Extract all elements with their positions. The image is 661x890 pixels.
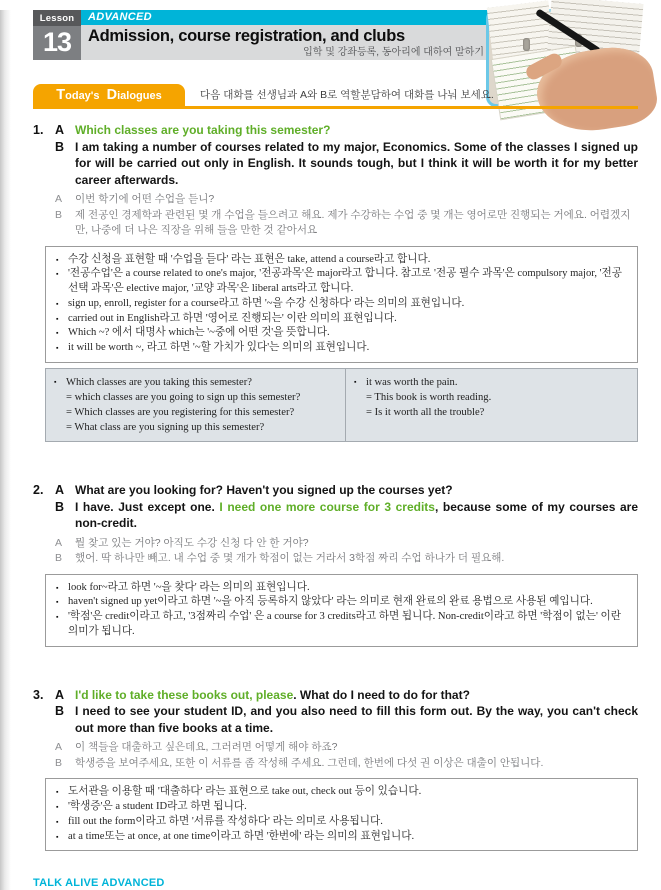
dialogue-block bbox=[33, 482, 638, 647]
bullet-icon: ▪ bbox=[56, 613, 59, 622]
note-text: 수강 신청을 표현할 때 '수업을 듣다' 라는 표현은 take, attend a course라고 합니다. bbox=[68, 253, 431, 265]
example-text: Which classes are you taking this semester? bbox=[66, 377, 252, 389]
header-title-bars bbox=[81, 10, 490, 60]
dialogue-text bbox=[75, 122, 638, 139]
example-text: = which classes are you going to sign up this semester? bbox=[66, 392, 301, 404]
dialogue-line bbox=[33, 536, 638, 552]
dialogue-line bbox=[33, 756, 638, 772]
bullet-icon: ▪ bbox=[56, 314, 59, 323]
note-text: fill out the form이라고 하면 '서류를 작성하다' 라는 의미로 사용됩니다. bbox=[68, 815, 383, 827]
dialogue-line bbox=[33, 703, 638, 736]
bullet-icon: ▪ bbox=[56, 299, 59, 308]
note-text: Which ~? 에서 대명사 which는 '~중에 어떤 것'을 뜻합니다. bbox=[68, 327, 330, 339]
lesson-badge bbox=[33, 10, 81, 60]
note-item bbox=[56, 610, 627, 640]
page-subtitle-korean: 입학 및 강좌등록, 동아리에 대하여 말하기 bbox=[303, 47, 484, 58]
badge-word: Dialogues bbox=[106, 87, 162, 103]
note-item bbox=[56, 267, 627, 297]
note-text: look for~라고 하면 '~을 찾다' 라는 의미의 표현입니다. bbox=[68, 581, 310, 593]
dialogue-text-segment: I have. Just except one. bbox=[75, 499, 220, 514]
dialogue-line bbox=[33, 740, 638, 756]
dialogue-text-segment: 학생증을 보여주세요, 또한 이 서류를 좀 작성해 주세요. 그런데, 한번에 다섯 권 이상은 대출이 안됩니다. bbox=[75, 756, 544, 769]
bullet-icon: ▪ bbox=[56, 817, 59, 826]
example-line bbox=[354, 405, 629, 420]
bullet-icon: ▪ bbox=[56, 255, 59, 264]
speaker-label: A bbox=[55, 483, 65, 498]
lesson-number: 13 bbox=[33, 26, 81, 60]
binder-ring bbox=[523, 38, 530, 51]
notes-box bbox=[45, 778, 638, 851]
note-item bbox=[56, 297, 627, 312]
dialogue-text-segment: 제 전공인 경제학과 관련된 몇 개 수업을 들으려고 해요. 제가 수강하는 수업 중 몇 개는 영어로만 진행되는 거에요. 어렵겠지만, 나중에 더 나은 직장을 위해 들을 만한 것 같아서요 bbox=[75, 208, 631, 236]
speaker-label: B bbox=[55, 208, 63, 221]
note-item bbox=[56, 595, 627, 610]
speaker-label: A bbox=[55, 536, 63, 549]
speaker-label: A bbox=[55, 123, 65, 137]
dialogue-number: 2. bbox=[33, 483, 44, 498]
bullet-icon: ▪ bbox=[56, 329, 59, 338]
example-table bbox=[45, 368, 638, 442]
lesson-header bbox=[33, 10, 638, 62]
example-text: = What class are you signing up this semester? bbox=[66, 422, 265, 434]
note-text: '학생증'은 a student ID라고 하면 됩니다. bbox=[68, 801, 247, 813]
title-bar bbox=[81, 25, 490, 60]
dialogue-text-segment: I am taking a number of courses related to my major, Economics. Some of the classes I signed up for will be carried out only in English. It sounds tough, but I think it will be worth it for my better career afterwards. bbox=[75, 139, 638, 187]
dialogue-text-segment: . What do I need to do for that? bbox=[293, 687, 470, 702]
header-bars-group bbox=[33, 10, 490, 60]
bullet-icon: ▪ bbox=[54, 378, 57, 387]
example-line bbox=[54, 375, 337, 390]
note-item bbox=[56, 341, 627, 356]
example-line bbox=[354, 375, 629, 390]
speaker-label: B bbox=[55, 139, 65, 154]
dialogue-number: 3. bbox=[33, 687, 44, 702]
today-dialogues-row bbox=[33, 84, 638, 109]
example-line bbox=[354, 390, 629, 405]
note-text: it will be worth ~, 라고 하면 '~할 가치가 있다'는 의미의 표현입니다. bbox=[68, 342, 370, 354]
dialogue-text-segment: What are you looking for? Haven't you signed up the courses yet? bbox=[75, 483, 453, 498]
dialogue-text-segment: Which classes are you taking this semester? bbox=[75, 123, 331, 137]
dialogue-line bbox=[33, 499, 638, 532]
dialogue-text-segment: I'd like to take these books out, please bbox=[75, 687, 294, 702]
speaker-label: A bbox=[55, 193, 63, 205]
book-title-footer: TALK ALIVE ADVANCED bbox=[33, 877, 165, 890]
dialogue-line bbox=[33, 208, 638, 239]
dialogue-line bbox=[33, 139, 638, 189]
speaker-label: A bbox=[55, 741, 63, 754]
note-text: 도서관을 이용할 때 '대출하다' 라는 표현으로 take out, check out 등이 있습니다. bbox=[68, 786, 422, 798]
note-text: '전공수업'은 a course related to one's major, '전공과목'은 major라고 합니다. 참고로 '전공 필수 과목'은 compulsory major, '전공 선택 과목'은 elective major, '교양 과목'은 liberal arts라고 합니다. bbox=[68, 268, 623, 295]
example-text: it was worth the pain. bbox=[366, 377, 458, 389]
note-text: sign up, enroll, register for a course라고 하면 '~을 수강 신청하다' 라는 의미의 표현입니다. bbox=[68, 297, 465, 309]
example-text: = Is it worth all the trouble? bbox=[366, 407, 485, 419]
note-item bbox=[56, 785, 627, 800]
speaker-label: A bbox=[55, 687, 65, 702]
dialogue-text bbox=[75, 703, 638, 736]
example-text: = This book is worth reading. bbox=[366, 392, 492, 404]
dialogue-line bbox=[33, 687, 638, 704]
note-item bbox=[56, 312, 627, 327]
dialogue-text bbox=[75, 536, 638, 552]
dialogue-text bbox=[75, 192, 638, 208]
speaker-label: B bbox=[55, 499, 65, 514]
dialogue-line bbox=[33, 551, 638, 567]
note-item bbox=[56, 253, 627, 268]
example-line bbox=[54, 390, 337, 405]
dialogue-text-segment: 뭘 찾고 있는 거야? 아직도 수강 신청 다 안 한 거야? bbox=[75, 536, 309, 549]
dialogue-text-segment: 했어. 딱 하나만 빼고. 내 수업 중 몇 개가 학점이 없는 거라서 3학점 짜리 수업 하나가 더 필요해. bbox=[75, 552, 505, 565]
dialogue-text bbox=[75, 499, 638, 532]
example-cell bbox=[46, 369, 346, 441]
dialogue-block bbox=[33, 687, 638, 852]
dialogue-text bbox=[75, 139, 638, 189]
note-text: carried out in English라고 하면 '영어로 진행되는' 이란 의미의 표현입니다. bbox=[68, 312, 397, 324]
dialogue-text bbox=[75, 756, 638, 772]
bullet-icon: ▪ bbox=[56, 344, 59, 353]
note-item bbox=[56, 800, 627, 815]
example-cell bbox=[346, 369, 637, 441]
bullet-icon: ▪ bbox=[354, 378, 357, 387]
dialogues bbox=[33, 122, 638, 851]
scan-edge-shadow bbox=[0, 10, 11, 890]
today-dialogues-badge bbox=[33, 84, 185, 106]
note-item bbox=[56, 326, 627, 341]
note-item bbox=[56, 815, 627, 830]
speaker-label: B bbox=[55, 756, 63, 769]
dialogue-text-segment: 이번 학기에 어떤 수업을 듣니? bbox=[75, 193, 215, 205]
dialogue-block bbox=[33, 122, 638, 442]
note-text: at a time또는 at once, at one time이라고 하면 '한번에' 라는 의미의 표현입니다. bbox=[68, 830, 415, 842]
dialogue-line bbox=[33, 482, 638, 499]
today-instruction: 다음 대화를 선생님과 A와 B로 역할분담하여 대화를 나눠 보세요. bbox=[200, 89, 494, 101]
dialogue-text-segment: I need one more course for 3 credits bbox=[219, 499, 435, 514]
bullet-icon: ▪ bbox=[56, 788, 59, 797]
notes-box bbox=[45, 246, 638, 364]
bullet-icon: ▪ bbox=[56, 598, 59, 607]
note-item bbox=[56, 830, 627, 845]
dialogue-text bbox=[75, 551, 638, 567]
notes-box bbox=[45, 574, 638, 647]
speaker-label: B bbox=[55, 552, 63, 565]
bullet-icon: ▪ bbox=[56, 803, 59, 812]
dialogue-text-segment: I need to see your student ID, and you also need to fill this form out. By the way, you can't check out more than five books at a time. bbox=[75, 704, 638, 735]
note-text: '학점'은 credit이라고 하고, '3점짜리 수업' 은 a course for 3 credits라고 하면 됩니다. Non-credit이라고 하면 '학점이 없는' 이란 의미가 됩니다. bbox=[68, 611, 622, 637]
page-title: Admission, course registration, and clubs bbox=[88, 27, 405, 45]
dialogue-text-segment: , because some of my courses are non-credit. bbox=[75, 499, 639, 531]
dialogue-text bbox=[75, 208, 638, 239]
dialogue-number: 1. bbox=[33, 123, 44, 137]
lesson-label: Lesson bbox=[33, 10, 81, 26]
dialogue-text-segment: 이 책들을 대출하고 싶은데요, 그러려면 어떻게 해야 하죠? bbox=[75, 741, 338, 754]
textbook-page bbox=[0, 10, 650, 890]
speaker-label: B bbox=[55, 704, 65, 719]
example-text: = Which classes are you registering for this semester? bbox=[66, 407, 295, 419]
bullet-icon: ▪ bbox=[56, 583, 59, 592]
bullet-icon: ▪ bbox=[56, 270, 59, 279]
dialogue-text bbox=[75, 687, 638, 704]
level-banner: ADVANCED bbox=[81, 10, 490, 25]
badge-word: Today's bbox=[56, 87, 100, 103]
example-line bbox=[54, 405, 337, 420]
dialogue-text bbox=[75, 482, 638, 499]
note-text: haven't signed up yet이라고 하면 '~을 아직 등록하지 않았다' 라는 의미로 현재 완료의 완료 용법으로 사용된 예입니다. bbox=[68, 596, 593, 608]
dialogue-text bbox=[75, 740, 638, 756]
dialogue-line bbox=[33, 122, 638, 139]
bullet-icon: ▪ bbox=[56, 832, 59, 841]
dialogue-line bbox=[33, 192, 638, 208]
note-item bbox=[56, 581, 627, 596]
example-line bbox=[54, 420, 337, 435]
